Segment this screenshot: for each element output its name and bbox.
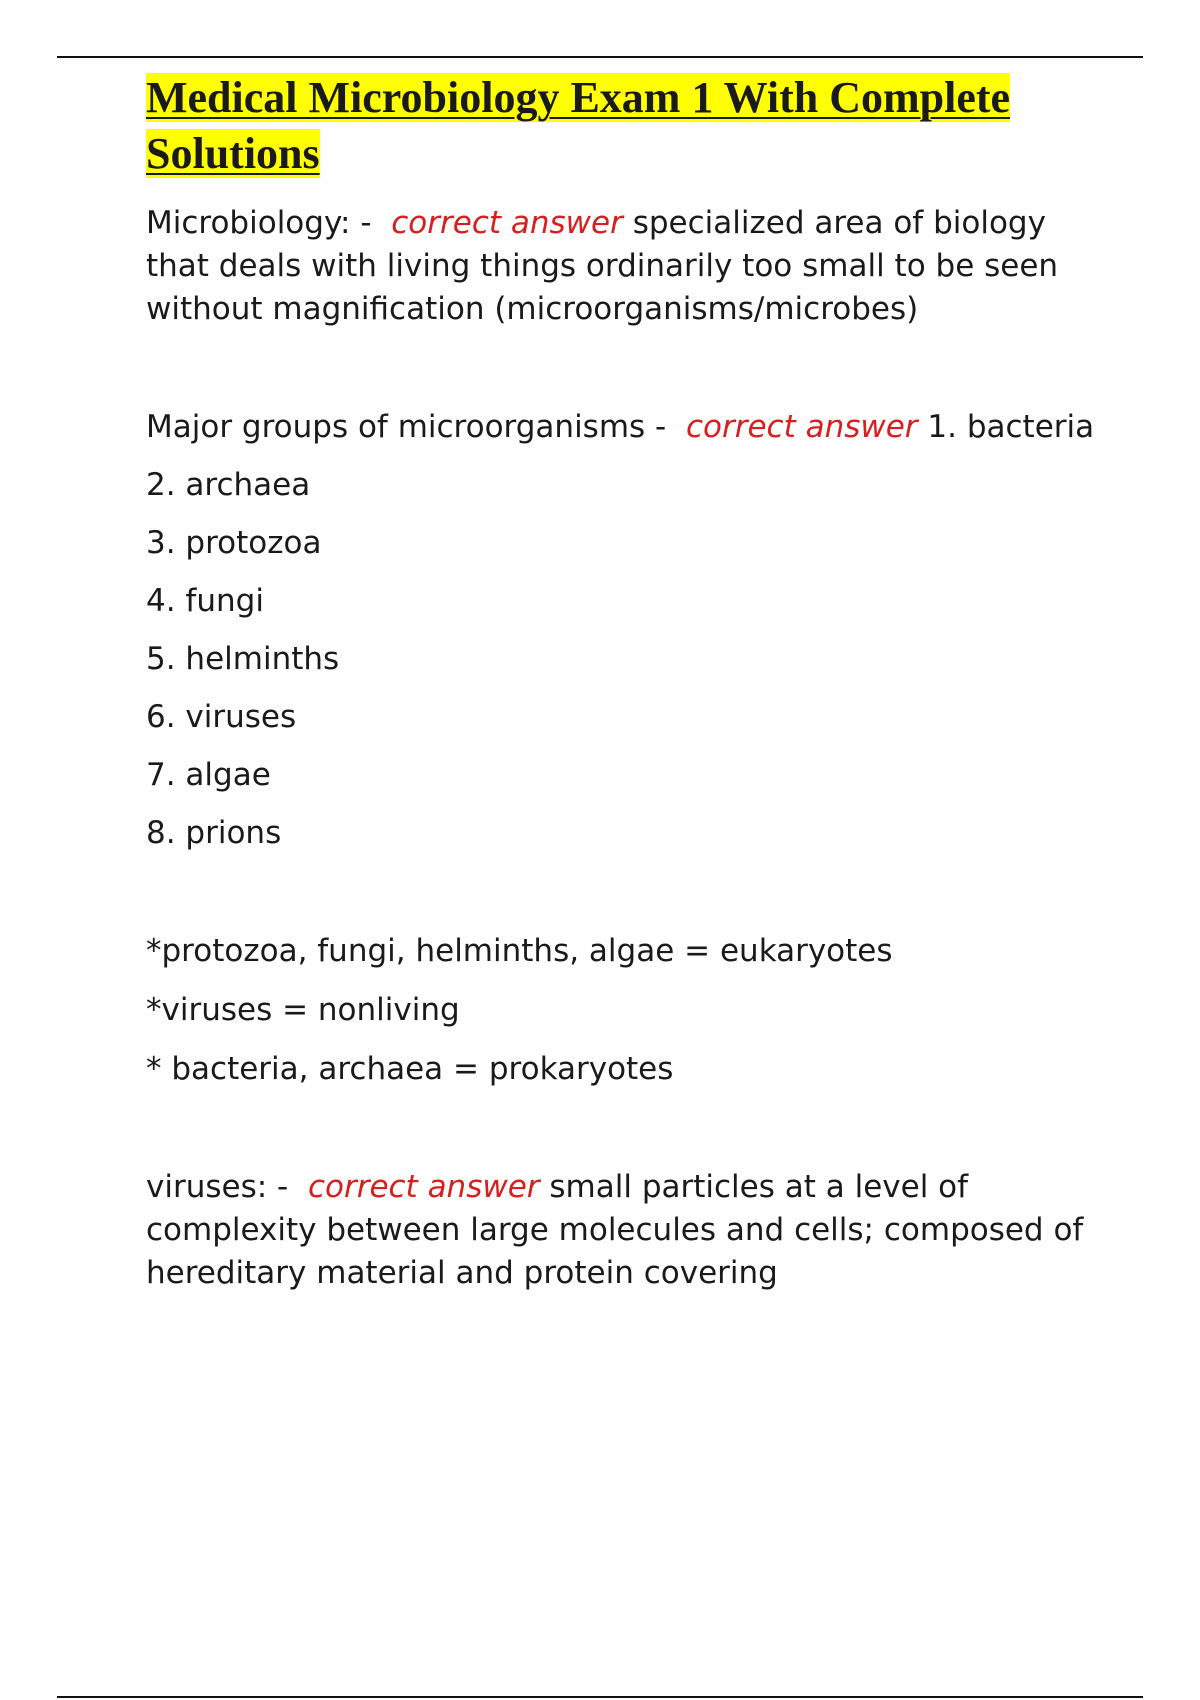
qa-definition: small particles at a level of complexity between large molecules and cells; composed of hereditary material and protein covering	[146, 1169, 1084, 1291]
list-item: 6. viruses	[146, 699, 297, 735]
qa-major-groups	[146, 406, 1106, 449]
qa-separator: -	[277, 1169, 289, 1205]
qa-separator: -	[655, 409, 667, 445]
correct-answer-label: correct answer	[307, 1169, 540, 1205]
qa-separator: -	[360, 205, 372, 241]
correct-answer-label: correct answer	[391, 205, 623, 241]
correct-answer-label: correct answer	[685, 409, 918, 445]
note-line: * bacteria, archaea = prokaryotes	[146, 1051, 674, 1087]
qa-viruses	[146, 1166, 1106, 1295]
qa-term: Microbiology:	[146, 205, 351, 241]
list-item: 8. prions	[146, 815, 282, 851]
qa-microbiology	[146, 202, 1106, 331]
list-item: 7. algae	[146, 757, 271, 793]
title-highlight: Medical Microbiology Exam 1 With Complete Solutions	[146, 73, 1011, 178]
list-item: 2. archaea	[146, 467, 311, 503]
document-title	[146, 70, 1106, 182]
top-rule	[57, 56, 1143, 58]
qa-definition: specialized area of biology that deals with living things ordinarily too small to be seen without magnification (microorganisms/microbes)	[146, 205, 1059, 327]
note-line: *viruses = nonliving	[146, 992, 460, 1028]
bottom-rule	[57, 1696, 1143, 1698]
note-line: *protozoa, fungi, helminths, algae = eukaryotes	[146, 933, 893, 969]
list-item: 3. protozoa	[146, 525, 322, 561]
qa-term: viruses:	[146, 1169, 268, 1205]
qa-definition: 1. bacteria	[927, 409, 1095, 445]
document-body	[146, 70, 1106, 1295]
list-item: 4. fungi	[146, 583, 264, 619]
qa-term: Major groups of microorganisms	[146, 409, 646, 445]
list-item: 5. helminths	[146, 641, 340, 677]
